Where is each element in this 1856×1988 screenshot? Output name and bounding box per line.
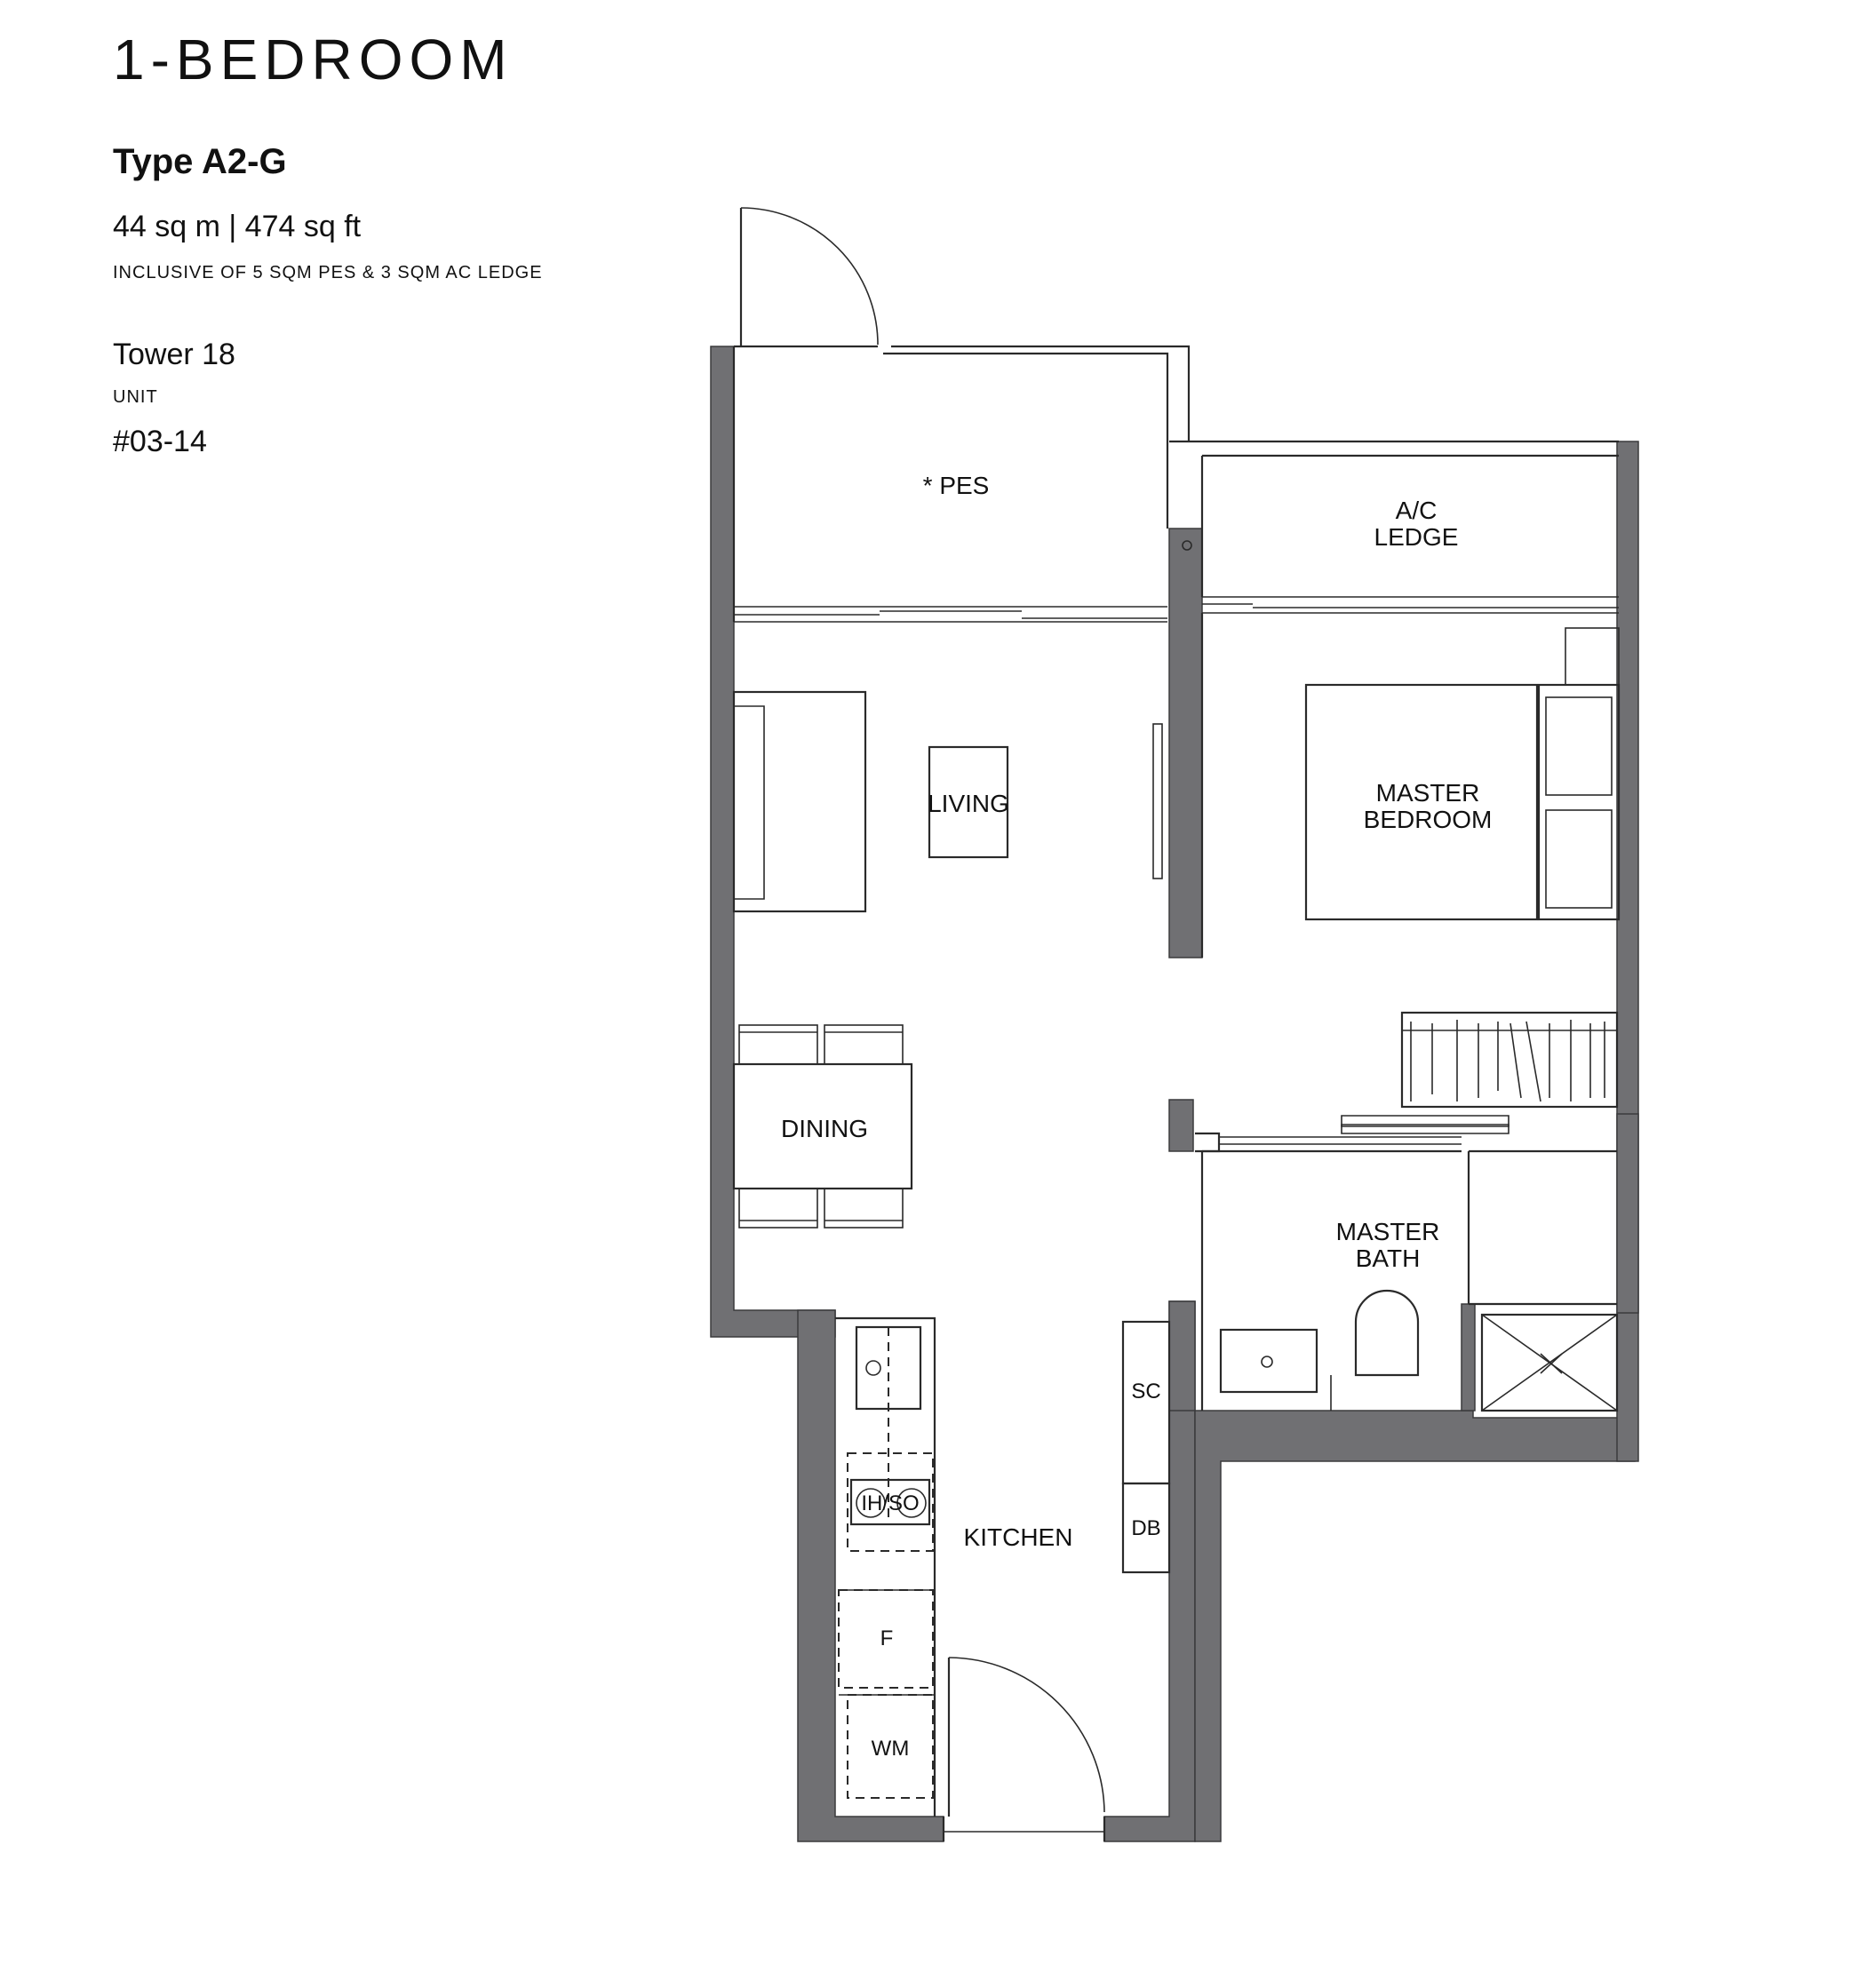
label-wm: WM <box>871 1737 910 1761</box>
label-living: LIVING <box>928 790 1009 817</box>
unit-number: #03-14 <box>113 425 207 458</box>
dining-chair <box>824 1025 903 1064</box>
unit-area: 44 sq m | 474 sq ft <box>113 210 362 243</box>
label-master-bedroom-line1: MASTER <box>1375 779 1480 807</box>
label-master-bath-line1: MASTER <box>1335 1218 1440 1245</box>
kitchen-west-wall <box>798 1310 944 1841</box>
label-ac-ledge-line2: LEDGE <box>1374 523 1459 551</box>
unit-category-title: 1-BEDROOM <box>113 28 514 91</box>
bedroom-living-wall <box>1169 529 1202 958</box>
bath-south-wall <box>1195 1411 1635 1841</box>
bedroom-door-jamb-wall <box>1169 1100 1193 1151</box>
unit-type: Type A2-G <box>113 142 287 181</box>
label-ac-ledge-line1: A/C <box>1395 497 1438 524</box>
bath-partition-wall <box>1617 1114 1638 1313</box>
dining-chair <box>739 1189 817 1228</box>
label-pes: * PES <box>922 472 990 499</box>
label-kitchen: KITCHEN <box>963 1523 1073 1551</box>
label-ih-so: IH/SO <box>861 1491 920 1515</box>
nightstand <box>1539 685 1619 919</box>
label-db: DB <box>1131 1516 1161 1540</box>
tower-name: Tower 18 <box>113 338 235 371</box>
toilet <box>1356 1291 1418 1375</box>
unit-label: UNIT <box>113 387 158 407</box>
dining-chair <box>739 1025 817 1064</box>
label-dining: DINING <box>781 1115 868 1142</box>
label-fridge: F <box>880 1626 894 1650</box>
dining-chair <box>824 1189 903 1228</box>
bath-west-pier-wall <box>1169 1301 1195 1411</box>
walls <box>711 346 1638 1841</box>
wardrobe <box>1402 1013 1617 1107</box>
area-note: INCLUSIVE OF 5 SQM PES & 3 SQM AC LEDGE <box>113 263 543 282</box>
sofa <box>734 692 865 911</box>
label-master-bath-line2: BATH <box>1355 1244 1421 1272</box>
label-sc: SC <box>1131 1380 1161 1404</box>
label-master-bedroom-line2: BEDROOM <box>1363 806 1493 833</box>
vanity <box>1221 1330 1317 1392</box>
bath-lower-divider-wall <box>1462 1304 1475 1411</box>
